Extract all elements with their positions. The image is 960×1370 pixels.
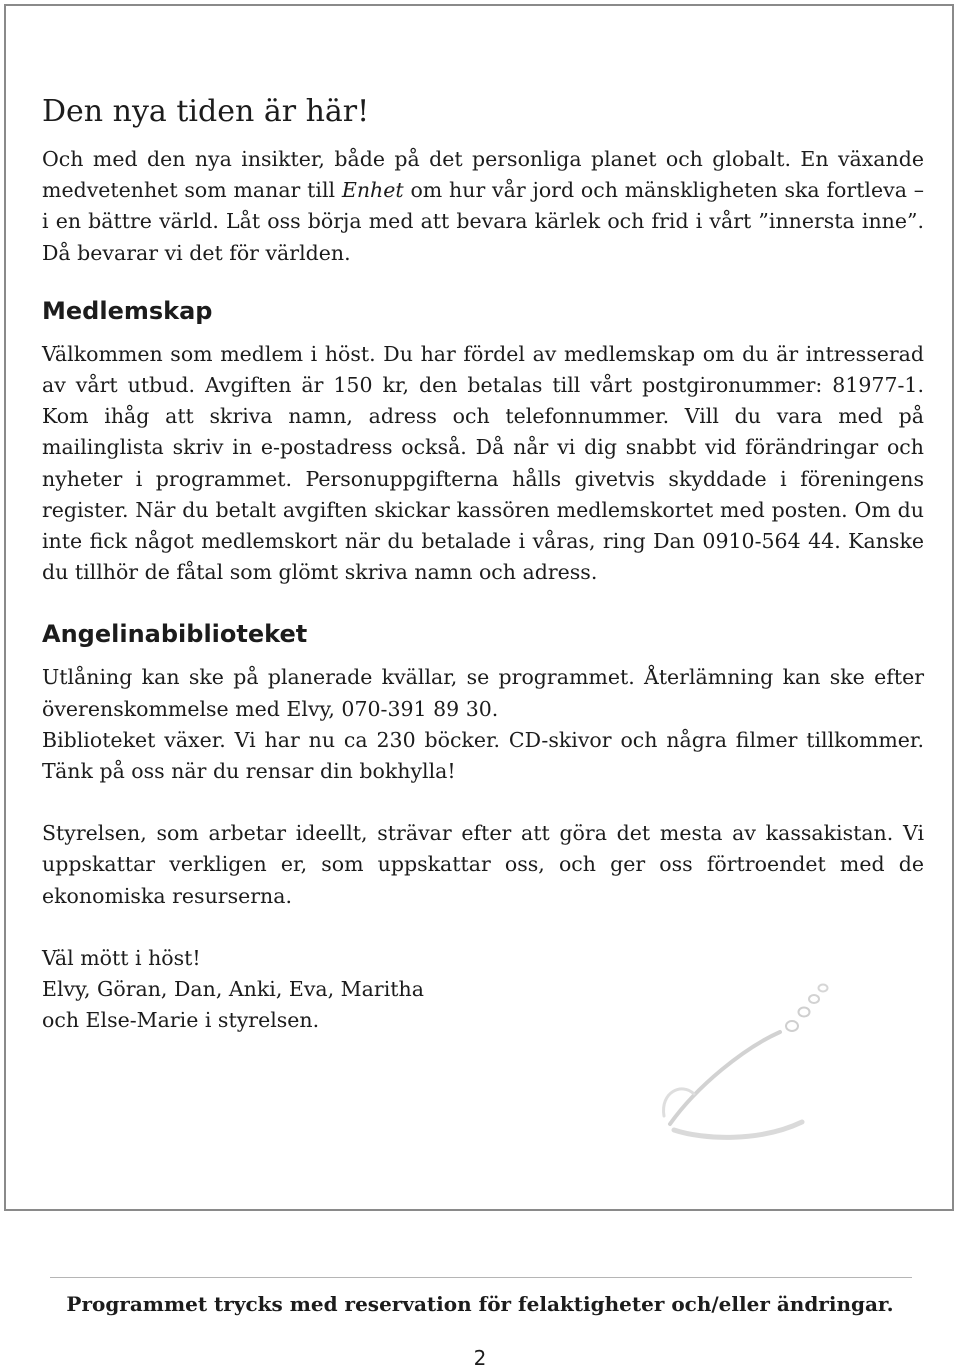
intro-text-start: Och med den nya insikter, både på det personliga planet och globalt. En växande medvetenhet som manar till <box>42 147 924 203</box>
spacer <box>42 787 924 818</box>
page-title: Den nya tiden är här! <box>42 94 370 129</box>
closing-greeting: Väl mött i höst! <box>42 945 201 970</box>
article-body <box>42 92 924 1036</box>
intro-paragraph <box>42 144 924 269</box>
closing-signoff: och Else-Marie i styrelsen. <box>42 1008 320 1033</box>
library-paragraph-1: Utlåning kan ske på planerade kvällar, se programmet. Återlämning kan ske efter överenskommelse med Elvy, 070-391 89 30. <box>42 665 924 721</box>
page-number: 2 <box>473 1346 487 1370</box>
closing-names: Elvy, Göran, Dan, Anki, Eva, Maritha <box>42 977 424 1002</box>
library-paragraph-2: Biblioteket växer. Vi har nu ca 230 böcker. CD-skivor och några filmer tillkommer. Tänk på oss när du rensar din bokhylla! <box>42 727 924 784</box>
membership-heading: Medlemskap <box>42 296 213 325</box>
swirl-ornament-icon <box>652 974 862 1154</box>
content-frame <box>4 4 954 1211</box>
footer-divider <box>50 1277 912 1278</box>
intro-text-end: om hur vår jord och mänskligheten ska fortleva – i en bättre värld. Låt oss börja med att bevara kärlek och frid i vårt ”innersta inne”. Då bevarar vi det för världen. <box>42 178 924 265</box>
spacer <box>42 912 924 943</box>
intro-emphasis: Enhet <box>341 178 404 203</box>
footer-disclaimer: Programmet trycks med reservation för felaktigheter och/eller ändringar. <box>66 1292 894 1316</box>
library-heading: Angelinabiblioteket <box>42 620 308 649</box>
board-paragraph: Styrelsen, som arbetar ideellt, strävar efter att göra det mesta av kassakistan. Vi uppskattar verkligen er, som uppskattar oss, och ger oss förtroendet med de ekonomiska resurserna. <box>42 821 924 908</box>
membership-paragraph: Välkommen som medlem i höst. Du har fördel av medlemskap om du är intresserad av vårt utbud. Avgiften är 150 kr, den betalas till vårt postgironummer: 81977-1. Kom ihåg att skriva namn, adress och telefonnummer. Vill du vara med på mailinglista skriv in e-postadress också. Då når vi dig snabbt vid förändringar och nyheter i programmet. Personuppgifterna hålls givetvis skyddade i föreningens register. När du betalt avgiften skickar kassören medlemskortet med posten. Om du inte fick något medlemskort när du betalade i våras, ring Dan 0910-564 44. Kanske du tillhör de fåtal som glömt skriva namn och adress. <box>42 341 924 585</box>
